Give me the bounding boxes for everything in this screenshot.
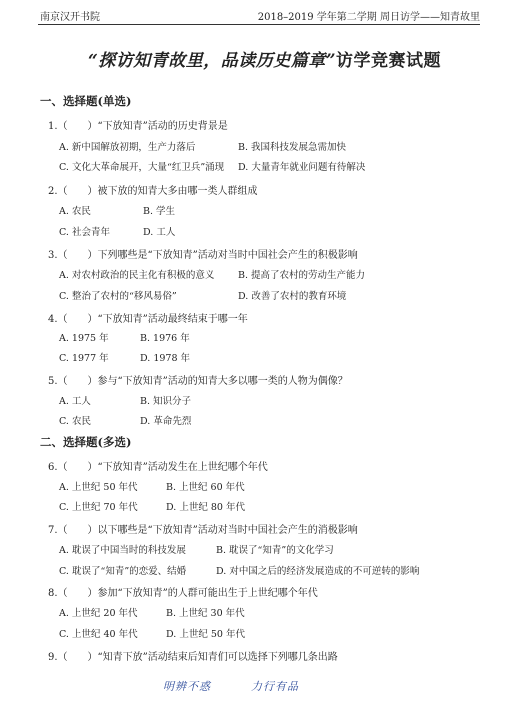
question-option: D. 上世纪 50 年代 (166, 629, 245, 640)
header-term-info: 2018–2019 学年第二学期 周日访学——知青故里 (257, 12, 480, 23)
question-stem: 3.（ ）下列哪些是“下放知青”活动对当时中国社会产生的积极影响 (48, 250, 358, 261)
question-option: C. 1977 年 (59, 353, 109, 364)
question-option: D. 改善了农村的教育环境 (238, 291, 347, 302)
question-stem: 2.（ ）被下放的知青大多由哪一类人群组成 (48, 186, 258, 197)
question-stem: 8.（ ）参加“下放知青”的人群可能出生于上世纪哪个年代 (48, 588, 318, 599)
question-option: A. 1975 年 (59, 333, 109, 344)
section-heading-multiple-choice: 二、选择题(多选) (40, 435, 132, 449)
question-stem: 1.（ ）“下放知青”活动的历史背景是 (48, 121, 228, 132)
question-option: A. 工人 (59, 396, 91, 407)
question-option: C. 农民 (59, 416, 91, 427)
question-option: C. 上世纪 40 年代 (59, 629, 138, 640)
question-option: A. 新中国解放初期，生产力落后 (59, 142, 196, 153)
question-option: B. 提高了农村的劳动生产能力 (238, 270, 366, 281)
question-option: A. 农民 (59, 206, 91, 217)
question-option: D. 大量青年就业问题有待解决 (238, 162, 366, 173)
question-option: B. 我国科技发展急需加快 (238, 142, 347, 153)
page-title (0, 46, 529, 71)
question-option: D. 革命先烈 (140, 416, 192, 427)
question-option: B. 学生 (143, 206, 176, 217)
section-heading-single-choice: 一、选择题(单选) (40, 94, 132, 108)
question-option: D. 对中国之后的经济发展造成的不可逆转的影响 (216, 566, 420, 577)
question-option: B. 耽误了“知青”的文化学习 (216, 545, 334, 556)
question-option: C. 文化大革命展开，大量“红卫兵”涌现 (59, 162, 225, 173)
question-option: B. 知识分子 (140, 396, 192, 407)
question-option: D. 1978 年 (140, 353, 191, 364)
question-option: C. 社会青年 (59, 227, 110, 238)
title-rest: 访学竞赛试题 (336, 51, 442, 71)
header-divider (38, 24, 480, 25)
question-option: A. 上世纪 50 年代 (59, 482, 138, 493)
question-stem: 9.（ ）“知青下放”活动结束后知青们可以选择下列哪几条出路 (48, 652, 338, 663)
question-stem: 6.（ ）“下放知青”活动发生在上世纪哪个年代 (48, 462, 268, 473)
question-option: C. 耽误了“知青”的恋爱、结婚 (59, 566, 187, 577)
question-option: C. 整治了农村的“移风易俗” (59, 291, 177, 302)
question-stem: 5.（ ）参与“下放知青”活动的知青大多以哪一类的人物为偶像？ (48, 376, 348, 387)
question-option: A. 上世纪 20 年代 (59, 608, 138, 619)
question-option: B. 上世纪 30 年代 (166, 608, 245, 619)
question-option: D. 上世纪 80 年代 (166, 502, 245, 513)
header-school-name: 南京汉开书院 (40, 12, 100, 23)
question-stem: 4.（ ）“下放知青”活动最终结束于哪一年 (48, 314, 248, 325)
question-option: C. 上世纪 70 年代 (59, 502, 138, 513)
question-option: A. 对农村政治的民主化有积极的意义 (59, 270, 215, 281)
question-option: D. 工人 (143, 227, 176, 238)
question-option: A. 耽误了中国当时的科技发展 (59, 545, 186, 556)
title-highlight: “探访知青故里，品读历史篇章” (87, 51, 337, 71)
question-option: B. 上世纪 60 年代 (166, 482, 245, 493)
footer-motto-left: 明辨不惑 (163, 680, 211, 693)
question-stem: 7.（ ）以下哪些是“下放知青”活动对当时中国社会产生的消极影响 (48, 525, 358, 536)
footer-motto-right: 力行有品 (251, 680, 299, 693)
question-option: B. 1976 年 (140, 333, 190, 344)
